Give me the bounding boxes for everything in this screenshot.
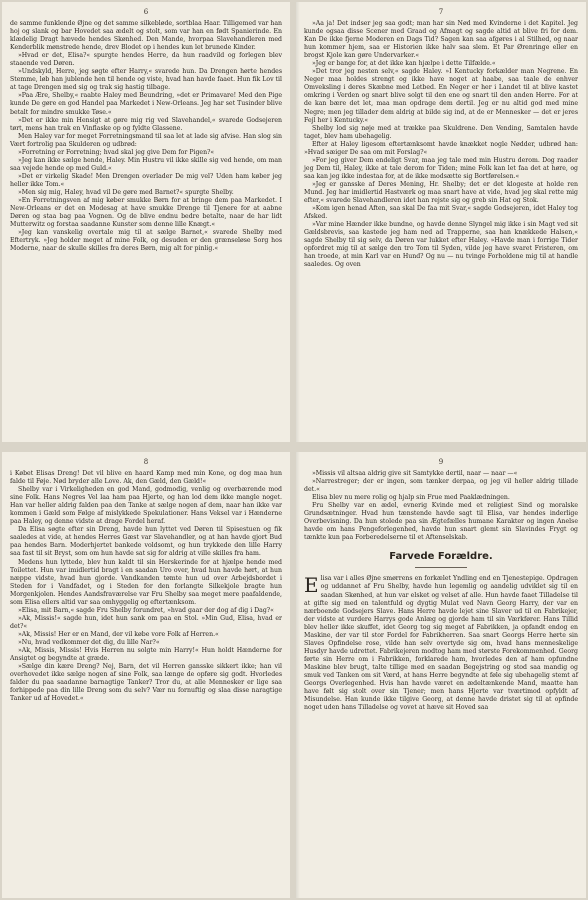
paragraph [304,478,578,494]
page-body [304,20,578,269]
paragraph-text: »Nu, hvad vedkommer det dig, du lille Nar?« [18,638,160,646]
chapter-heading: Farvede Forældre. [389,551,493,563]
paragraph-text: »Jeg er bange for, at det ikke kan hjælpe i dette Tilfælde.« [312,60,496,68]
page-number: 7 [438,8,444,16]
paragraph [304,470,578,478]
paragraph-text: »Det er virkelig Skade! Men Drengen overlader De mig vel? Uden ham køber jeg heller ikke Tom.« [10,172,282,188]
paragraph-text: »Missis vil altsaa aldrig give sit Samtykke dertil, naar — naar —« [312,470,518,477]
paragraph [10,639,282,647]
page-7 [296,2,586,442]
paragraph-text: Da Elisa søgte efter sin Dreng, havde hun lyttet ved Døren til Spisestuen og fik saaledes at vide, at hendes Herres Gæst var Slavehandler, og at han havde gjort Bud paa hendes Barn. Moderhjertet bankede voldsomt, og hun trykkede den lille Harry saa fast til sit Bryst, som om hun havde sat sig for aldrig at ville skilles fra ham. [10,526,282,558]
paragraph [304,60,578,68]
paragraph [10,68,282,92]
paragraph [304,20,578,60]
paragraph-text: »Sælge din kære Dreng? Nej, Barn, det vil Herren gansske sikkert ikke; han vil overhovedet ikke sælge nogen af sine Folk, saa længe de opføre sig godt. Hvorledes falder du paa saadanne barnagtige Tanker? Tror du, at alle Mennesker er lige saa forhippede paa din lille Dreng som du selv? Vær nu fornuftig og slaa disse naragtige Tanker ud af Hovedet.« [10,663,282,703]
paragraph [304,494,578,502]
paragraph [10,470,282,486]
paragraph [304,125,578,141]
paragraph [304,575,578,712]
page-8 [2,452,290,898]
paragraph [304,68,578,124]
paragraph-text: lisa var i alles Øjne smørrens en forkælet Yndling end en Tjenestepige. Opdragen og uddannet af Fru Shelby, havde hun legemlig og aandelig udviklet sig til en saadan Skønhed, at hun var elsket og velset af alle. Hun havde faaet Tilladelse til at gifte sig med en talentfuld og dygtig Mulat ved Navn Georg Harry, der var en nærboende Godsejers Slave. Hans Herre havde lejet sine Slaver ud til en Fabrikejer, der vidste at vurdere Harrys gode Anlæg og gjorde ham til sin Værkfører. Hans Tillid blev heller ikke skuffet, idet Georg tog sig meget af Fabrikken, ja opfandt endog en Maskine, der var til stor Fordel for Fabrikherren. Saa snart Georgs Herre hørte sin Slaves Opfindelse rose, vilde han selv overtyde sig om, hvad hans menneskelige Husdyr havde udrettet. Fabrikejeren modtog ham med største Forekommenhed. Georg førte sin Herre om i Fabrikken, forklarede ham, hvorledes den af ham opfundne Maskine blev brugt, talte tillige med en saadan Begejstring og stod saa mandig og smuk ved Tanken om sit Værd, at hans Herre begyndte at føle sig ubehagelig stemt af Georgs Overlegenhed. Hvis han havde været en ædeltænkende Mand, maatte han have følt sig stolt over sin Tjener; men hans Hjerte var tværtimod opfyldt af Misundelse. Han kunde ikke tilgive Georg, at denne havde dristet sig til at opfinde noget uden hans Tilladelse og vovet at hæve sit Hoved saa [304,575,578,712]
paragraph-text: »Forretning er Forretning; hvad skal jeg give Dem for Pigen?« [18,148,215,156]
paragraph-text: »Var mine Hænder ikke bundne, og havde denne Slyngel mig ikke i sin Magt ved sit Gældsbrevis, saa kastede jeg ham ned ad Trapperne, saa han knækkede Halsen,« sagde Shelby til sig selv, da Døren var lukket efter Haley. »Havde man i forrige Tider opfordret mig til at sælge den tro Tom til Syden, vilde jeg have svaret Fristeren, om han troede, at min Karl var en Hund? Og nu — nu tvinge Forholdene mig til at handle saaledes. Og oven [304,221,578,269]
paragraph [304,205,578,221]
paragraph-text: »Elisa, mit Barn,« sagde Fru Shelby forundret, »hvad gaar der dog af dig i Dag?« [18,606,274,614]
paragraph-text: »Ak, Missis! Her er en Mand, der vil købe vore Folk af Herren.« [18,630,219,638]
paragraph [10,20,282,52]
paragraph [10,197,282,229]
paragraph-text: »Men sig mig, Haley, hvad vil De gøre med Barnet?« spurgte Shelby. [18,188,234,196]
paragraph-text: »Jeg kan vanskelig overtale mig til at sælge Barnet,« svarede Shelby med Eftertryk. »Jeg holder meget af mine Folk, og desuden er den grænseløse Sorg hos Moderne, naar de skulle skilles fra deres Børn, mig alt for pinlig.« [10,229,282,253]
paragraph [10,92,282,116]
paragraph-text: Men Haley var for meget Forretningsmand til saa let at lade sig afvise. Han slog sin Vært fortrolig paa Skulderen og udbrød: [10,132,282,148]
paragraph-text: »Undskyld, Herre, jeg søgte efter Harry,« svarede hun. Da Drengen hørte hendes Stemme, løb han jublende hen til hende og viste, hvad han havde faaet. Hun fik Lov til at tage Drengen med sig og trak sig hastig tilbage. [10,68,282,92]
page-body [10,20,282,253]
paragraph-text: Shelby lod sig nøje med at trække paa Skuldrene. Den Vending, Samtalen havde taget, blev ham ubehagelig. [304,124,578,140]
chapter-body [304,575,578,712]
paragraph [10,526,282,558]
paragraph-text: »En Forretningsven af mig køber smukke Børn for at bringe dem paa Markedet. I New-Orleans er det en Modesag at have smukke Drenge til Tjenere for at aabne Døren og staa bag paa Vognen. Og de blive endnu bedre betalte, naar de har lidt Mutterwitz og forstaa saadanne Kunster som denne lille Knægt.« [10,197,282,229]
page-body [10,470,282,703]
paragraph-text: »Kom igen henad Aften, saa skal De faa mit Svar,« sagde Godsejeren, idet Haley tog Afsked. [304,205,578,221]
page-9 [296,452,586,898]
paragraph [10,117,282,133]
paragraph [10,149,282,157]
paragraph [10,157,282,173]
paragraph [10,607,282,615]
paragraph-text: Efter at Haley ligesom eftertænksomt havde knækket nogle Nødder, udbrød han: »Hvad sæiger De saa om mit Forslag?« [304,140,578,156]
paragraph [10,52,282,68]
heading-rule [415,567,467,568]
page-number: 9 [438,458,444,466]
paragraph [10,173,282,189]
paragraph-text: Shelby var i Virkeligheden en god Mand, godmodig, venlig og overbærende mod sine Folk. Hans Negres Vel laa ham paa Hjerte, og han lod dem ikke mangle noget. Han var heller aldrig falden paa den Tanke at sælge nogen af dem, naar han ikke var kommen i Gæld som Følge af mislykkede Spekulationer. Hans Veksel var i Hænderne paa Haley, og denne vidste at drage Fordel heraf. [10,486,282,526]
paragraph-text: »For jeg giver Dem endeligt Svar, maa jeg tale med min Hustru derom. Dog raader jeg Dem til, Haley, ikke at tale derom for Tiden; mine Folk kan let faa det at høre, og saa kan jeg ikke indestaa for, at de ikke modsætte sig Bortførelsen.« [304,156,578,180]
paragraph-text: »Det er ikke min Hensigt at gøre mig rig ved Slavehandel,« svarede Godsejeren tørt, mens han trak en Vinflaske op og fyldte Glassene. [10,116,282,132]
paragraph [10,631,282,639]
paragraph-text: »Jeg er gansske af Deres Mening, Hr. Shelby; det er det klogeste at holde ren Mund. Jeg har imidlertid Hastværk og maa snart have at vide, hvad jeg skal rette mig efter,« svarede Slavehandleren idet han rejste sig og greb sin Hat og Stok. [304,180,578,205]
paragraph-text: »Ak, Missis, Missis! Hvis Herren nu solgte min Harry!« Hun holdt Hænderne for Ansigtet og begyndte at græde. [10,647,282,663]
paragraph-text: »Hvad er det, Elisa?« spurgte hendes Herre, da hun raadvild og forlegen blev staaende ved Døren. [10,52,282,68]
paragraph [10,663,282,703]
paragraph-text: »Narrestreger; der er ingen, som tænker derpaa, og jeg vil heller aldrig tillade det.« [304,478,578,494]
page-6 [2,2,290,442]
drop-cap: E [304,573,319,598]
paragraph [304,141,578,157]
paragraph [304,502,578,542]
page-body [304,470,578,542]
paragraph [10,229,282,253]
paragraph-text: i Købet Elisas Dreng! Det vil blive en haard Kamp med min Kone, og dog maa hun falde til Føje. Nød bryder alle Love. Ak, den Gæld, den Gæld!« [10,470,282,486]
paragraph [10,189,282,197]
paragraph-text: Medens hun lyttede, blev hun kaldt til sin Herskerinde for at hjælpe hende med Toilettet. Hun var imidlertid bragt i en saadan Uro over, hvad hun havde hørt, at hun næppe vidste, hvad hun gjorde. Vandkanden tømte hun ud over Arbejdsbordet i Steden for i Vandfadet, og i Steden for den forlangte Silkekjole bragte hun Morgenkjolen. Hendes Aandsfraværelse var Fru Shelby saa meget mere paafaldende, som Elisa ellers altid var saa omhyggelig og eftertænksom. [10,558,282,606]
paragraph-text: »Det tror jeg nesten selv,« sagde Haley. »I Kentucky forkælder man Negrene. En Neger maa holdes strengt og ikke have noget at haabe, saa taale de enhver Omveksling i deres Skæbne med Letbed. En Neger er her i Landet til at blive kastet omkring i Verden og snart blive solgt til den ene og snart til den anden Herre. For at de kan bære det let, maa man opdrage dem dertil. Jeg er nu altid god med mine Negre; men jeg tillader dem aldrig at bilde sig ind, at de er Mennesker — det er jeres Fejl her i Kentucky.« [304,68,578,124]
paragraph-text: »Jeg kan ikke sælge hende, Haley. Min Hustru vil ikke skille sig ved hende, om man saa vejede hende op med Guld.« [10,156,282,172]
paragraph [10,559,282,607]
paragraph [304,157,578,181]
paragraph [10,133,282,149]
paragraph-text: Fru Shelby var en ædel, evnerig Kvinde med et religiøst Sind og moralske Grundsætninger. Hvad hun tænstende havde sagt til Elisa, var hendes inderlige Overbevisning. Da hun stolede paa sin Ægtefælles humane Karakter og ingen Anelse havde om hans Pengeforlegenhed, havde hun snart glemt sin Slavindes Frygt og tænkte kun paa Forberedelserne til et Aftenselskab. [304,502,578,542]
paragraph-text: de samme funklende Øjne og det samme silkebløde, sortblaa Haar. Tilligemed var han hoj og slank og bar Hovedet saa ædelt og stolt, som var han en født Spanierinde. En klædelig Dragt hævede hendes Skønhed. Den Mande, hvorpaa Slavehandleren med Kenderblik mønstrede hende, drev Blodet op i hendes kun let brunede Kinder. [10,20,282,52]
paragraph [10,486,282,526]
paragraph [10,647,282,663]
paragraph [10,615,282,631]
page-number: 6 [143,8,149,16]
page-gutter-shadow [296,2,300,442]
paragraph [304,221,578,269]
paragraph-text: Elisa blev nu mere rolig og hjalp sin Frue med Paaklædningen. [312,494,510,502]
paragraph-text: »Ak, Missis!« sagde hun, idet hun sank om paa en Stol. »Min Gud, Elisa, hvad er det?« [10,614,282,630]
paragraph-text: »Paa Ære, Shelby,« raabte Haley med Beundring, »det er Primavare! Med den Pige kunde De gøre en god Handel paa Markedet i New-Orleans. Jeg har set Tusinder blive betalt for mindre smukke Tøse.« [10,92,282,116]
paragraph-text: »Aa ja! Det indser jeg saa godt; man har sin Nød med Kvinderne i det Kapitel. Jeg kunde ogsaa disse Scener med Graad og Afmagt og sagde altid at blive fri for dem. Kan De ikke fjerne Moderen en Dags Tid? Sagen kan saa afgøres i al Stilhed, og naar hun kommer hjem, saa er Historien ikke halv saa slem. Et Par Ørenringe eller en brogst Kjole kan gøre Undervarker.« [304,20,578,60]
page-gutter-shadow [296,452,300,898]
page-number: 8 [143,458,149,466]
paragraph [304,181,578,205]
